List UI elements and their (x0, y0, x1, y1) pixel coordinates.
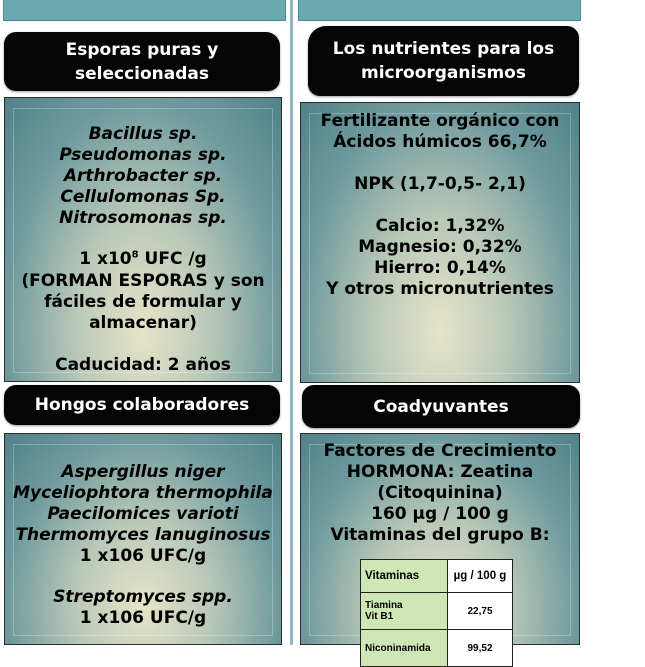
fungi-species: Myceliophtora thermophila (13, 483, 273, 503)
species-item: Cellulomonas Sp. (60, 187, 226, 207)
spore-note: (FORMAN ESPORAS y son (21, 271, 265, 291)
adjuvant-line: Vitaminas del grupo B: (330, 525, 550, 545)
table-header-cell: µg / 100 g (448, 560, 513, 593)
header-fungi-label: Hongos colaboradores (34, 395, 250, 415)
nutrient-line: Calcio: 1,32% (375, 216, 505, 236)
nutrient-line: Fertilizante orgánico con (320, 111, 560, 131)
fungi-species: Thermomyces lanuginosus (15, 525, 271, 545)
table-header-row (361, 560, 513, 593)
fungi-species: Paecilomices varioti (47, 504, 239, 524)
adjuvant-line: HORMONA: Zeatina (346, 462, 534, 482)
header-nutrients-line1: Los nutrientes para los (332, 39, 555, 59)
adjuvant-line: (Citoquinina) (377, 483, 503, 503)
nutrient-line: NPK (1,7-0,5- 2,1) (354, 174, 526, 194)
species-item: Bacillus sp. (88, 124, 198, 144)
top-bar-left (3, 0, 286, 21)
spore-count: 1 $x10^8$ UFC /g (79, 249, 207, 269)
header-spores-line1: Esporas puras y (65, 39, 219, 60)
panel-fungi (4, 433, 282, 645)
spore-note: almacenar) (89, 313, 197, 333)
expiry-text: Caducidad: 2 años (55, 355, 231, 375)
spore-note: fáciles de formular y (44, 292, 242, 312)
table-cell-value: 22,75 (448, 593, 513, 630)
column-divider (290, 0, 293, 645)
fungi-species: Aspergillus niger (61, 462, 225, 482)
species-item: Nitrosomonas sp. (59, 208, 227, 228)
nutrient-line: Magnesio: 0,32% (358, 237, 522, 257)
header-spores (4, 32, 280, 91)
header-adjuvants (302, 385, 580, 428)
streptomyces-label: Streptomyces spp. (53, 587, 233, 607)
header-adjuvants-label: Coadyuvantes (373, 396, 509, 417)
species-item: Arthrobacter sp. (63, 166, 223, 186)
panel-nutrients (300, 102, 580, 383)
header-fungi (4, 385, 280, 425)
table-row (361, 630, 513, 667)
table-row (361, 593, 513, 630)
nutrient-line: Ácidos húmicos 66,7% (333, 132, 547, 152)
header-nutrients (308, 26, 579, 96)
table-header-cell: Vitaminas (361, 560, 448, 593)
adjuvant-line: 160 µg / 100 g (371, 504, 509, 524)
table-cell-name: Tiamina Vit B1 (361, 593, 448, 630)
table-cell-value: 99,52 (448, 630, 513, 667)
streptomyces-count: 1 x106 UFC/g (79, 608, 207, 628)
nutrient-line: Y otros micronutrientes (326, 279, 554, 299)
header-nutrients-line2: microorganismos (361, 63, 526, 83)
vitamins-table (360, 559, 513, 667)
adjuvant-line: Factores de Crecimiento (323, 441, 557, 461)
table-cell-name: Niconinamida (361, 630, 448, 667)
nutrient-line: Hierro: 0,14% (374, 258, 506, 278)
fungi-count: 1 x106 UFC/g (79, 546, 207, 566)
species-item: Pseudomonas sp. (59, 145, 227, 165)
header-spores-line2: seleccionadas (75, 63, 209, 84)
top-bar-right (298, 0, 581, 21)
panel-spores (4, 97, 282, 382)
